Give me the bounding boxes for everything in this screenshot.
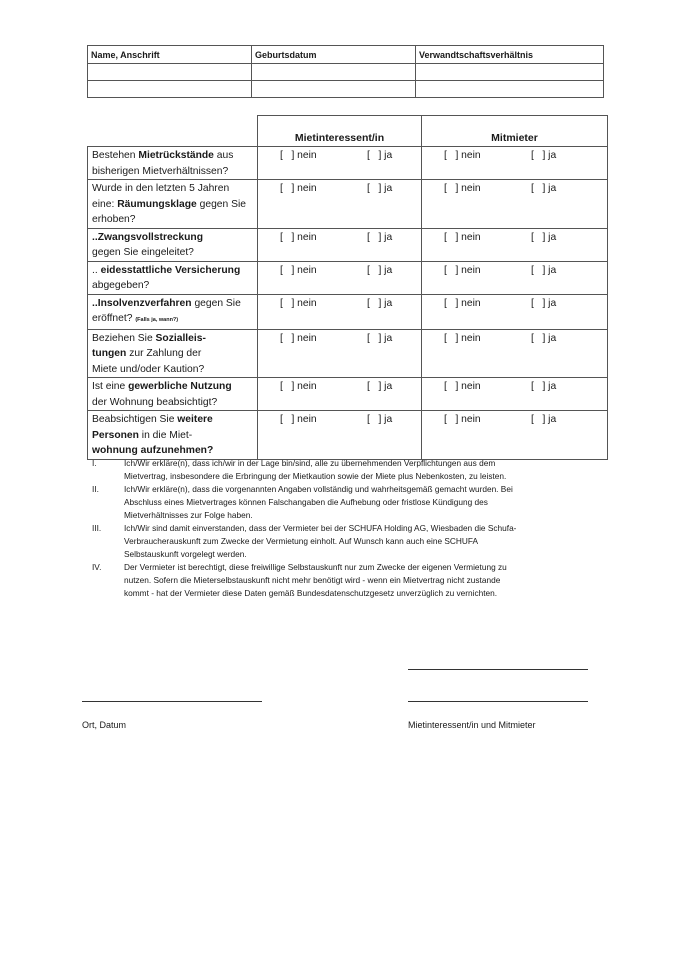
question-line: Personen in die Miet- (92, 429, 193, 441)
signature-line-co-tenant[interactable] (408, 701, 588, 702)
checkbox-ja-applicant[interactable]: [ ] ja (367, 297, 393, 309)
checkbox-nein-co-tenant[interactable]: [ ] nein (444, 183, 481, 194)
question-line: abgegeben? (92, 280, 150, 291)
declaration-line: Mietverhältnisses zur Folge haben. (124, 510, 253, 520)
checkbox-ja-applicant[interactable]: [ ] ja (367, 332, 393, 344)
options-applicant (258, 294, 422, 329)
declaration-line: Ich/Wir erkläre(n), dass die vorgenannten Angaben vollständig und wahrheitsgemäß gemacht wurden. Bei (124, 484, 513, 494)
checkbox-ja-applicant[interactable]: [ ] ja (367, 264, 393, 276)
person-birthdate-field[interactable] (252, 64, 416, 81)
declaration-item (92, 483, 612, 522)
question-text (88, 378, 258, 411)
declaration-line: Mietvertrag, insbesondere die Erbringung der Mietkaution sowie der Miete plus Nebenkosten, zu leisten. (124, 471, 507, 481)
options-co-tenant (422, 261, 608, 294)
questions-table (87, 115, 608, 460)
question-row (88, 294, 608, 329)
checkbox-nein-co-tenant[interactable]: [ ] nein (444, 381, 481, 392)
checkbox-ja-applicant[interactable]: [ ] ja (367, 150, 393, 161)
question-line: Beziehen Sie Sozialleis- (92, 332, 206, 344)
question-line: Ist eine gewerbliche Nutzung (92, 381, 232, 392)
declaration-number: IV. (92, 562, 102, 572)
place-date-label: Ort, Datum (82, 720, 127, 730)
question-text (88, 180, 258, 229)
questions-header-row (88, 116, 608, 147)
declaration-line: Ich/Wir sind damit einverstanden, dass der Vermieter bei der SCHUFA Holding AG, Wiesbaden die Schufa- (124, 523, 517, 533)
person-birthdate-field[interactable] (252, 81, 416, 98)
question-text (88, 294, 258, 329)
question-line: wohnung aufzunehmen? (92, 445, 214, 456)
persons-table (87, 45, 604, 98)
checkbox-ja-co-tenant[interactable]: [ ] ja (531, 381, 557, 392)
person-name-field[interactable] (88, 64, 252, 81)
checkbox-ja-applicant[interactable]: [ ] ja (367, 381, 393, 392)
signature-line-applicant[interactable] (408, 669, 588, 670)
checkbox-ja-co-tenant[interactable]: [ ] ja (531, 150, 557, 161)
question-line: ..Insolvenzverfahren gegen Sie (92, 297, 241, 309)
options-co-tenant (422, 378, 608, 411)
options-applicant (258, 228, 422, 261)
checkbox-nein-co-tenant[interactable]: [ ] nein (444, 150, 481, 161)
checkbox-nein-applicant[interactable]: [ ] nein (280, 183, 317, 194)
question-row (88, 411, 608, 460)
declaration-line: Der Vermieter ist berechtigt, diese freiwillige Selbstauskunft nur zum Zwecke der eigenen Vermietung zu (124, 562, 507, 572)
options-co-tenant (422, 329, 608, 378)
options-applicant (258, 378, 422, 411)
question-row (88, 329, 608, 378)
question-row (88, 228, 608, 261)
place-date-line[interactable] (82, 701, 262, 702)
checkbox-ja-co-tenant[interactable]: [ ] ja (531, 297, 557, 309)
checkbox-ja-applicant[interactable]: [ ] ja (367, 183, 393, 194)
question-line: .. eidesstattliche Versicherung (92, 264, 241, 276)
person-name-field[interactable] (88, 81, 252, 98)
declaration-item (92, 561, 612, 600)
persons-empty-row (88, 81, 604, 98)
question-line: Beabsichtigen Sie weitere (92, 414, 213, 425)
question-line (92, 311, 254, 329)
header-name-address: Name, Anschrift (88, 46, 252, 64)
question-line: Miete und/oder Kaution? (92, 363, 205, 375)
options-applicant (258, 147, 422, 180)
header-birthdate: Geburtsdatum (252, 46, 416, 64)
options-co-tenant (422, 228, 608, 261)
question-line: Bestehen Mietrückstände aus (92, 150, 234, 161)
question-note: (Falls ja, wann?) (135, 317, 179, 323)
declarations-list (92, 457, 612, 600)
declaration-number: II. (92, 484, 99, 494)
question-line: erhoben? (92, 214, 136, 225)
options-co-tenant (422, 147, 608, 180)
checkbox-ja-co-tenant[interactable]: [ ] ja (531, 183, 557, 194)
question-text (88, 329, 258, 378)
question-row (88, 261, 608, 294)
checkbox-ja-co-tenant[interactable]: [ ] ja (531, 414, 557, 425)
checkbox-nein-co-tenant[interactable]: [ ] nein (444, 332, 481, 344)
checkbox-nein-co-tenant[interactable]: [ ] nein (444, 414, 481, 425)
options-applicant (258, 411, 422, 460)
checkbox-ja-applicant[interactable]: [ ] ja (367, 414, 393, 425)
declaration-item (92, 522, 612, 561)
checkbox-nein-applicant[interactable]: [ ] nein (280, 231, 317, 243)
question-line: bisherigen Mietverhältnissen? (92, 165, 229, 177)
blank-corner (88, 116, 258, 147)
declaration-line: Ich/Wir erkläre(n), dass ich/wir in der Lage bin/sind, alle zu übernehmenden Verpflichtungen aus dem (124, 458, 496, 468)
declaration-line: kommt - hat der Vermieter diese Daten gemäß Bundesdatenschutzgesetz unverzüglich zu vernichten. (124, 588, 498, 598)
header-relationship: Verwandtschaftsverhältnis (416, 46, 604, 64)
checkbox-ja-co-tenant[interactable]: [ ] ja (531, 231, 557, 243)
questions-body (88, 147, 608, 460)
question-line: Wurde in den letzten 5 Jahren (92, 183, 230, 194)
checkbox-ja-co-tenant[interactable]: [ ] ja (531, 264, 557, 276)
checkbox-nein-applicant[interactable]: [ ] nein (280, 414, 317, 425)
checkbox-nein-co-tenant[interactable]: [ ] nein (444, 297, 481, 309)
question-line-text: eröffnet? (92, 313, 133, 324)
question-row (88, 180, 608, 229)
checkbox-nein-co-tenant[interactable]: [ ] nein (444, 231, 481, 243)
person-relationship-field[interactable] (416, 64, 604, 81)
question-line: ..Zwangsvollstreckung (92, 231, 204, 243)
question-text (88, 147, 258, 180)
checkbox-nein-co-tenant[interactable]: [ ] nein (444, 264, 481, 276)
signature-label: Mietinteressent/in und Mitmieter (408, 720, 536, 730)
person-relationship-field[interactable] (416, 81, 604, 98)
declaration-line: Abschluss eines Mietvertrages können Falschangaben die Aufhebung oder fristlose Kündigung des (124, 497, 488, 507)
persons-header-row (88, 46, 604, 64)
declaration-line: nutzen. Sofern die Mieterselbstauskunft nicht mehr benötigt wird - wenn ein Mietvertrag nicht zustande (124, 575, 501, 585)
declaration-number: I. (92, 458, 97, 468)
checkbox-nein-applicant[interactable]: [ ] nein (280, 381, 317, 392)
persons-empty-row (88, 64, 604, 81)
question-text (88, 411, 258, 460)
question-line: gegen Sie eingeleitet? (92, 247, 194, 258)
question-line: der Wohnung beabsichtigt? (92, 396, 218, 408)
checkbox-ja-applicant[interactable]: [ ] ja (367, 231, 393, 243)
declaration-item (92, 457, 612, 483)
options-applicant (258, 261, 422, 294)
declaration-number: III. (92, 523, 102, 533)
options-co-tenant (422, 180, 608, 229)
options-co-tenant (422, 294, 608, 329)
checkbox-ja-co-tenant[interactable]: [ ] ja (531, 332, 557, 344)
question-line: eine: Räumungsklage gegen Sie (92, 198, 246, 210)
col-header-applicant: Mietinteressent/in (258, 116, 422, 147)
declaration-line: Verbraucherauskunft zum Zwecke der Vermietung einholt. Auf Wunsch kann auch eine SCHUFA (124, 536, 479, 546)
options-applicant (258, 180, 422, 229)
question-line: tungen zur Zahlung der (92, 348, 202, 359)
question-row (88, 147, 608, 180)
question-text (88, 261, 258, 294)
options-co-tenant (422, 411, 608, 460)
col-header-co-tenant: Mitmieter (422, 116, 608, 147)
checkbox-nein-applicant[interactable]: [ ] nein (280, 332, 317, 344)
question-row (88, 378, 608, 411)
checkbox-nein-applicant[interactable]: [ ] nein (280, 297, 317, 309)
options-applicant (258, 329, 422, 378)
checkbox-nein-applicant[interactable]: [ ] nein (280, 150, 317, 161)
declaration-line: Selbstauskunft vorgelegt werden. (124, 549, 247, 559)
question-text (88, 228, 258, 261)
checkbox-nein-applicant[interactable]: [ ] nein (280, 264, 317, 276)
